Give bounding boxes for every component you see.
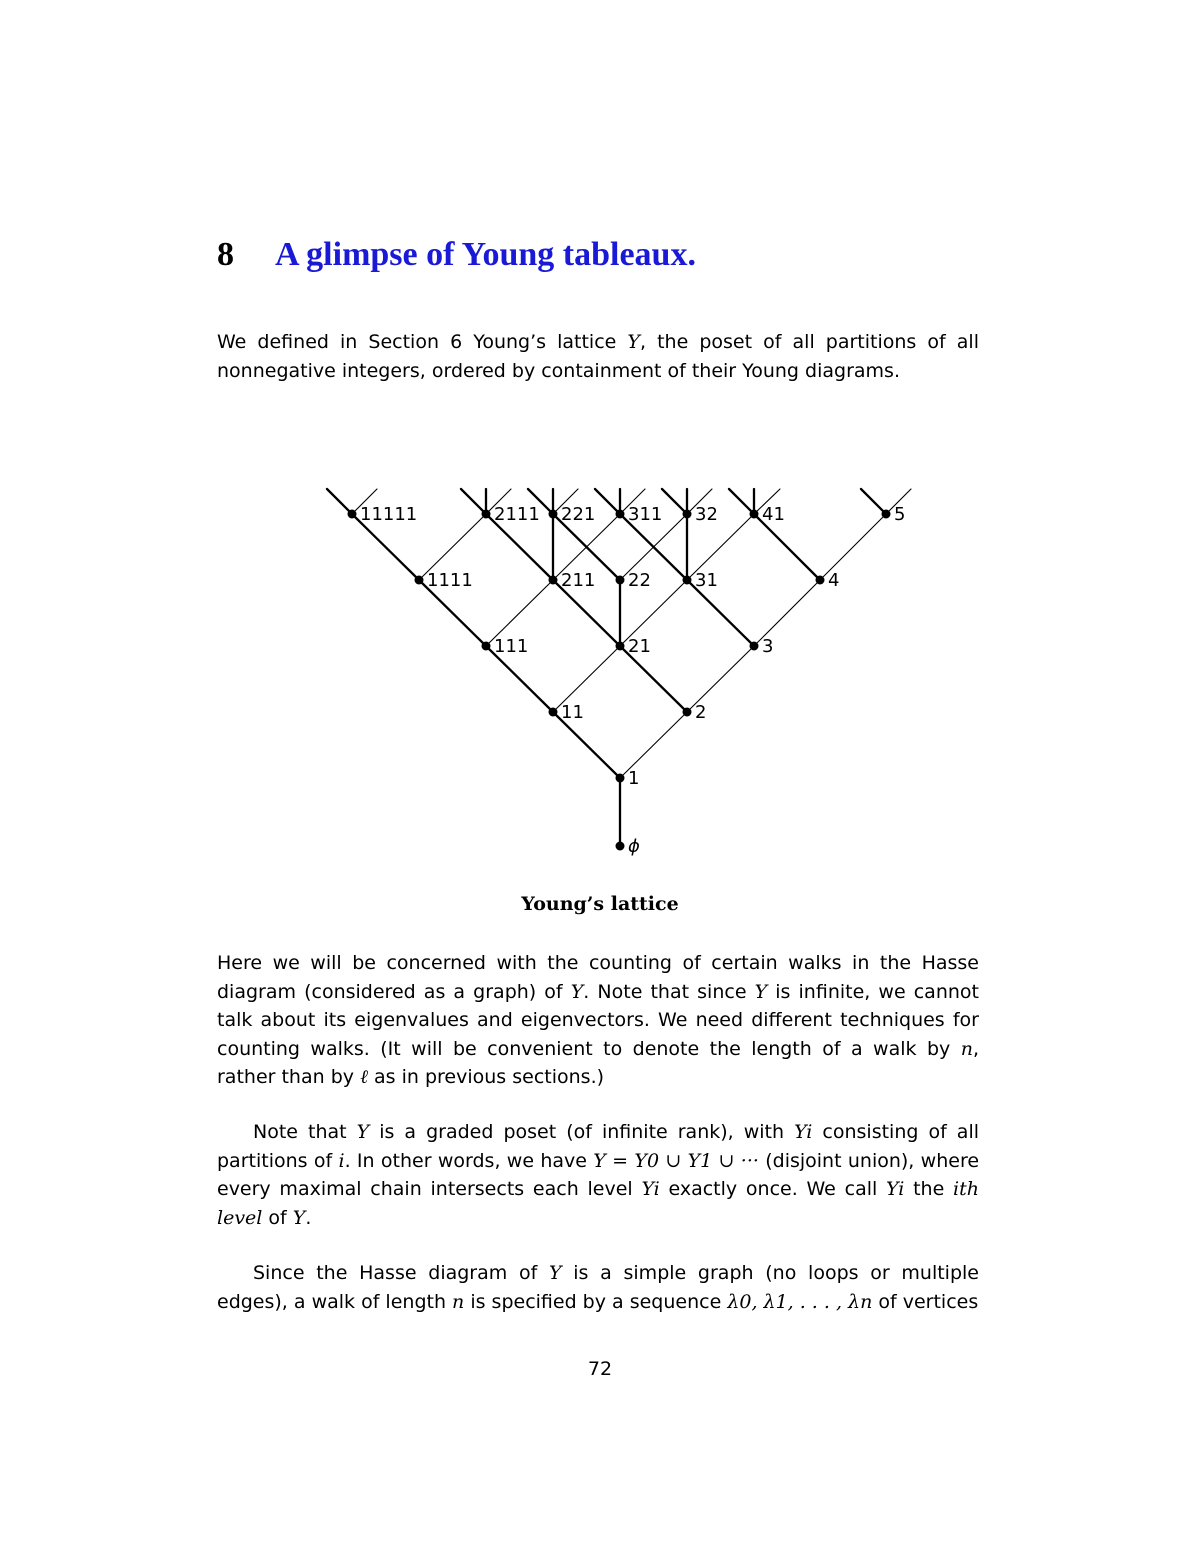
lattice-node-label: 1	[628, 768, 640, 789]
lattice-node-label: 221	[561, 504, 596, 525]
math-symbol: Y	[356, 1121, 370, 1143]
lattice-node	[616, 576, 625, 585]
math-symbol: ℓ	[360, 1066, 368, 1088]
math-symbol: Y	[570, 980, 584, 1003]
math-symbol: Y	[627, 331, 640, 353]
lattice-node	[549, 510, 558, 519]
lattice-node-label: 4	[828, 570, 840, 591]
lattice-node	[348, 510, 357, 519]
text-run: is specified by a sequence	[464, 1290, 728, 1313]
math-symbol: i	[338, 1149, 345, 1172]
text-run: (disjoint union), where every maximal chain intersects each level	[217, 1149, 980, 1200]
lattice-node-label: 211	[561, 570, 596, 591]
text-run: of	[262, 1206, 293, 1229]
lattice-node	[482, 510, 491, 519]
text-run: as in previous sections.)	[367, 1066, 605, 1088]
paragraph-simple-graph	[217, 1259, 979, 1316]
lattice-node	[750, 510, 759, 519]
section-title: A glimpse of Young tableaux.	[275, 236, 696, 273]
text-run: Since the Hasse diagram of	[253, 1262, 549, 1284]
lattice-node-label: 22	[628, 570, 651, 591]
text-run: Note that	[253, 1121, 357, 1143]
math-symbol: Y	[549, 1262, 562, 1284]
text-run: . In other words, we have	[344, 1149, 594, 1172]
text-run: the	[904, 1178, 954, 1200]
lattice-node-label: 2	[695, 702, 707, 723]
lattice-node-label: 3	[762, 636, 774, 657]
text-run: . Note that since	[583, 980, 755, 1003]
lattice-node-label: 11111	[360, 504, 418, 525]
lattice-node-label: 21	[628, 636, 651, 657]
figure-caption: Young’s lattice	[521, 893, 679, 915]
math-symbol: n	[452, 1290, 465, 1313]
math-symbol: Yi	[641, 1178, 660, 1200]
emphasis-text: level	[217, 1206, 263, 1229]
text-run: is infinite, we cannot talk about its eigenvalues and eigenvectors. We need different techniques for counting walks. (It will be convenient to denote the length of a walk by	[217, 980, 979, 1060]
lattice-node-label: 41	[762, 504, 785, 525]
text-run: of vertices	[872, 1290, 979, 1313]
math-symbol: ith	[953, 1178, 979, 1200]
math-symbol: Yi	[794, 1121, 813, 1143]
math-equation: Y = Y0 ∪ Y1 ∪ ···	[593, 1149, 759, 1172]
lattice-node	[549, 708, 558, 717]
lattice-node	[683, 510, 692, 519]
lattice-node-label: 311	[628, 504, 663, 525]
lattice-node	[616, 510, 625, 519]
lattice-node	[415, 576, 424, 585]
text-run: We defined in Section 6 Young’s lattice	[217, 331, 628, 353]
lattice-node	[616, 842, 625, 851]
math-symbol: Y	[754, 980, 768, 1003]
paragraph-walks	[217, 949, 979, 1092]
page-number: 72	[587, 1358, 613, 1380]
text-run: , the poset of all partitions of all nonnegative integers, ordered by containment of their Young diagrams.	[217, 331, 979, 382]
text-run: is a graded poset (of infinite rank), with	[369, 1121, 795, 1143]
text-run: , rather than by	[217, 1037, 979, 1088]
lattice-node	[816, 576, 825, 585]
math-symbol: Yi	[886, 1178, 905, 1200]
lattice-node	[750, 642, 759, 651]
lattice-node-label: 2111	[494, 504, 540, 525]
lattice-node-label: 31	[695, 570, 718, 591]
text-run: consisting of all partitions of	[217, 1121, 980, 1172]
lattice-node	[683, 708, 692, 717]
math-symbol: Y	[292, 1206, 306, 1229]
lattice-node-label: 11	[561, 702, 584, 723]
math-symbol: n	[960, 1037, 973, 1060]
text-run: Here we will be concerned with the counting of certain walks in the Hasse diagram (considered as a graph) of	[217, 952, 979, 1003]
section-number: 8	[217, 236, 234, 273]
lattice-node-label: 5	[894, 504, 906, 525]
math-sequence: λ0, λ1, . . . , λn	[727, 1290, 873, 1313]
paragraph-graded-poset	[217, 1118, 979, 1232]
lattice-node-label: ϕ	[628, 836, 640, 857]
lattice-node	[683, 576, 692, 585]
lattice-node	[549, 576, 558, 585]
text-run: exactly once. We call	[659, 1178, 887, 1200]
lattice-node-label: 32	[695, 504, 718, 525]
text-run: is a simple graph (no loops or multiple edges), a walk of length	[217, 1262, 979, 1313]
thin-edges	[352, 489, 911, 778]
lattice-node-label: 111	[494, 636, 529, 657]
lattice-node	[616, 774, 625, 783]
thick-edges	[327, 489, 886, 846]
lattice-node	[882, 510, 891, 519]
lattice-node	[616, 642, 625, 651]
lattice-node	[482, 642, 491, 651]
text-run: .	[305, 1206, 312, 1229]
lattice-node-label: 1111	[427, 570, 473, 591]
